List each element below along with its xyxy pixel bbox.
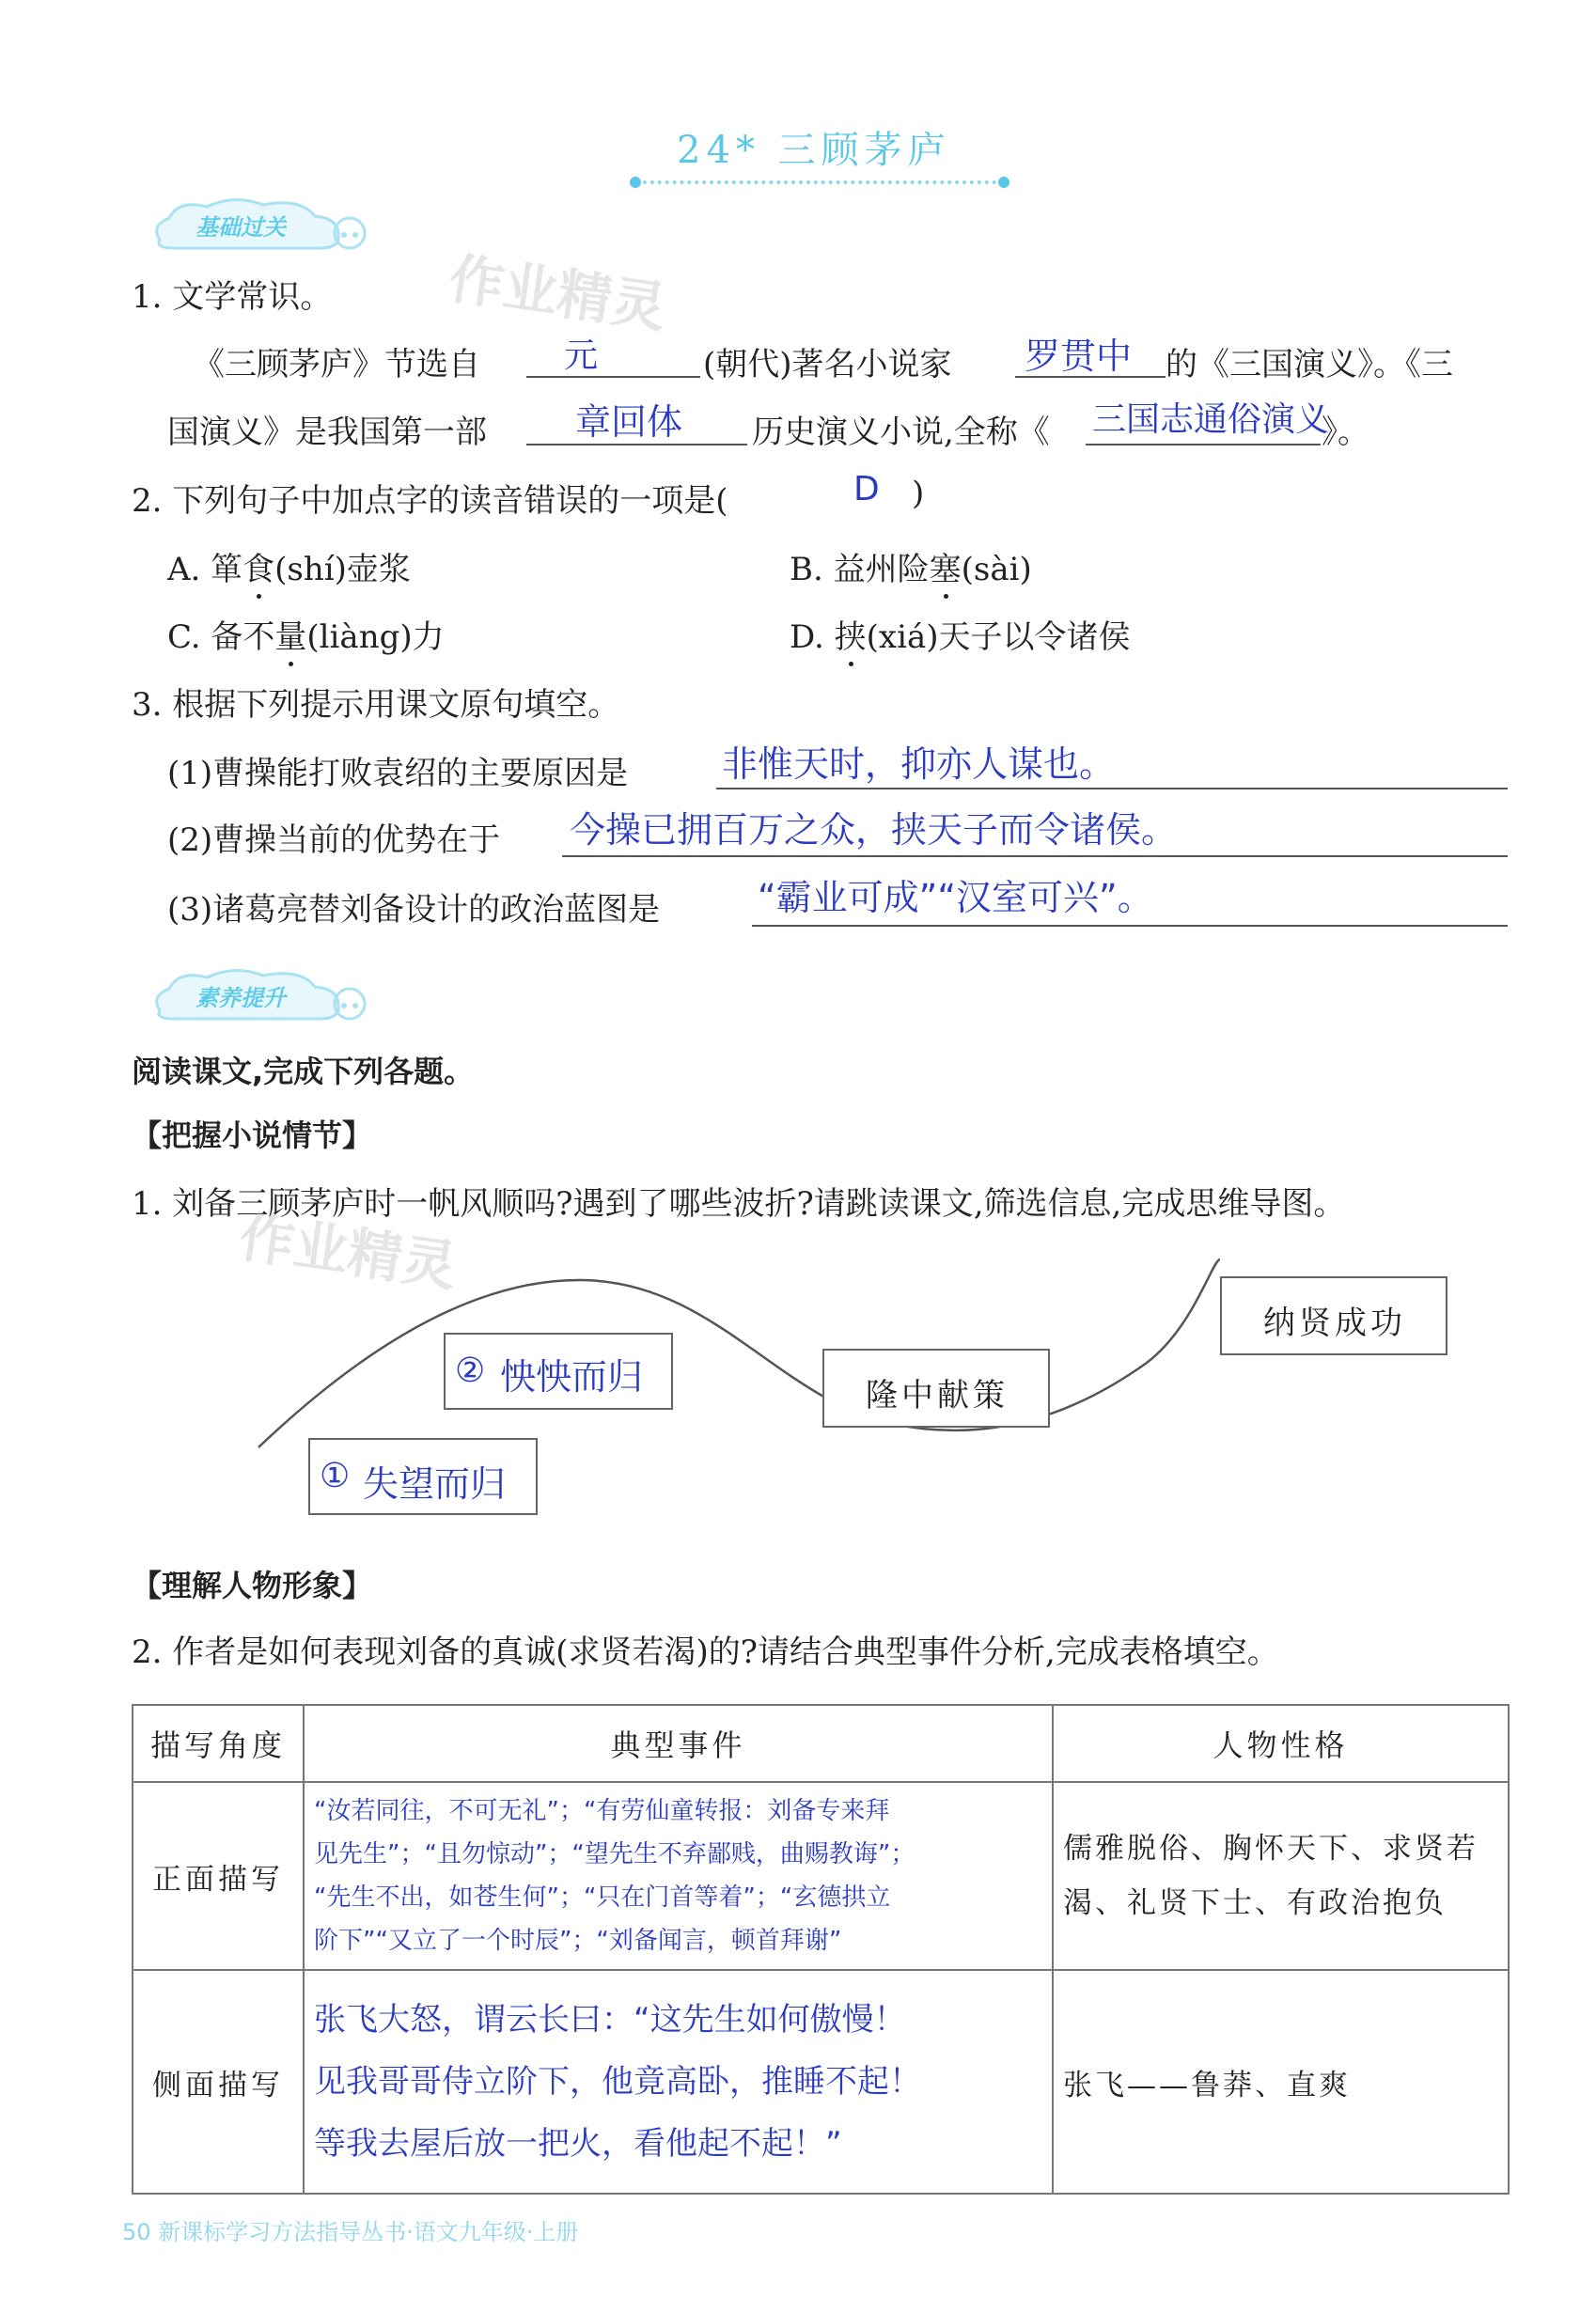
row2-event-line: 张飞大怒，谓云长曰：“这先生如何傲慢！: [314, 2001, 906, 2039]
option-d-prefix: D.: [790, 618, 835, 656]
mindmap-box-1-num: ①: [320, 1457, 351, 1495]
mindmap-box-1-text: 失望而归: [363, 1463, 507, 1505]
mindmap-box-4: [1220, 1276, 1447, 1355]
row1-event-line: 见先生”；“且勿惊动”；“望先生不弃鄙贱，曲赐教诲”；: [314, 1840, 915, 1868]
q3-heading: 3. 根据下列提示用课文原句填空。: [132, 686, 620, 724]
row1-traits: [1053, 1782, 1509, 1970]
option-b-suffix: (sài): [961, 551, 1032, 588]
option-c-dotted-char: 量: [274, 611, 306, 657]
row1-events: [304, 1782, 1053, 1970]
mindmap-box-2-num: ②: [455, 1352, 486, 1390]
page-footer: 50 新课标学习方法指导丛书·语文九年级·上册: [122, 2219, 579, 2245]
character-question: 2. 作者是如何表现刘备的真诚(求贤若渴)的?请结合典型事件分析,完成表格填空。: [132, 1633, 1279, 1671]
header-angle: 描写角度: [133, 1705, 304, 1782]
table-row: [133, 1970, 1509, 2194]
row2-events: [304, 1970, 1053, 2194]
row1-trait-line: 儒雅脱俗、胸怀天下、求贤若: [1063, 1832, 1479, 1866]
q1-line2-text-c: 》。: [1322, 414, 1369, 451]
option-a-dotted-char: 食: [243, 543, 274, 589]
row2-event-line: 见我哥哥侍立阶下，他竟高卧，推睡不起！: [314, 2063, 921, 2101]
page-title: 24* 三顾茅庐: [677, 129, 951, 172]
option-d-dotted-char: 挟: [835, 611, 867, 657]
section-plot-heading: 【把握小说情节】: [132, 1117, 373, 1153]
q2-close-paren: ): [912, 475, 925, 512]
mindmap-box-2: [444, 1333, 673, 1410]
table-row: [133, 1782, 1509, 1970]
row2-trait-line: 张飞——鲁莽、直爽: [1063, 2068, 1351, 2102]
q3-item1-prompt: (1)曹操能打败袁绍的主要原因是: [167, 755, 629, 792]
table-header-row: [133, 1705, 1509, 1782]
q2-answer: D: [853, 470, 880, 508]
q1-heading: 1. 文学常识。: [132, 278, 333, 316]
section-character-heading: 【理解人物形象】: [132, 1568, 373, 1603]
row2-angle: 侧面描写: [133, 1970, 304, 2194]
q1-line1-text-a: 《三顾茅庐》节选自: [193, 346, 480, 383]
analysis-table: [132, 1704, 1510, 2195]
mindmap-box-4-text: 纳贤成功: [1263, 1305, 1406, 1342]
q1-line1-text-b: (朝代)著名小说家: [703, 346, 952, 383]
row1-angle: 正面描写: [133, 1782, 304, 1970]
row2-event-line: 等我去屋后放一把火，看他起不起！”: [314, 2125, 842, 2163]
q3-item2-answer: 今操已拥百万之众，挟天子而令诸侯。: [570, 809, 1178, 851]
mindmap-box-1: [308, 1438, 538, 1515]
q3-item1-answer: 非惟天时，抑亦人谋也。: [722, 743, 1116, 785]
row1-trait-line: 渴、礼贤下士、有政治抱负: [1063, 1886, 1447, 1920]
basic-badge-label: 基础过关: [196, 214, 286, 241]
improve-badge-label: 素养提升: [196, 985, 286, 1011]
q3-item3-prompt: (3)诸葛亮替刘备设计的政治蓝图是: [167, 891, 661, 929]
mindmap-box-3: [822, 1349, 1050, 1428]
plot-question: 1. 刘备三顾茅庐时一帆风顺吗?遇到了哪些波折?请跳读课文,筛选信息,完成思维导图。: [132, 1185, 1346, 1223]
mindmap-box-2-text: 怏怏而归: [500, 1356, 644, 1398]
q1-line2-text-b: 历史演义小说,全称《: [752, 414, 1050, 451]
q2-heading: 2. 下列句子中加点字的读音错误的一项是(: [132, 482, 728, 520]
row1-event-line: “汝若同往，不可无礼”；“有劳仙童转报：刘备专来拜: [314, 1797, 890, 1825]
header-traits: 人物性格: [1053, 1705, 1509, 1782]
q3-item2-prompt: (2)曹操当前的优势在于: [167, 821, 501, 859]
option-c-prefix: C. 备不: [167, 618, 275, 656]
row2-traits: [1053, 1970, 1509, 2194]
reading-intro: 阅读课文,完成下列各题。: [132, 1054, 475, 1089]
answer-genre: 章回体: [575, 401, 683, 443]
answer-fullname: 三国志通俗演义: [1092, 400, 1330, 439]
answer-author: 罗贯中: [1025, 336, 1133, 377]
mindmap-box-3-text: 隆中献策: [866, 1377, 1009, 1414]
row1-event-line: 阶下”“又立了一个时辰”；“刘备闻言，顿首拜谢”: [314, 1927, 842, 1955]
option-b-prefix: B. 益州险: [790, 551, 930, 588]
option-a-prefix: A. 箪: [167, 551, 243, 588]
q3-item3-answer: “霸业可成”“汉室可兴”。: [758, 877, 1153, 918]
watermark: 作业精灵: [445, 246, 670, 340]
watermark: 作业精灵: [235, 1205, 461, 1299]
header-events: 典型事件: [304, 1705, 1053, 1782]
option-d-suffix: (xiá)天子以令诸侯: [866, 618, 1131, 656]
option-c-suffix: (liàng)力: [306, 618, 445, 656]
answer-dynasty: 元: [564, 336, 599, 375]
q1-line1-text-c: 的《三国演义》。《三: [1166, 346, 1453, 383]
row1-event-line: “先生不出，如苍生何”；“只在门首等着”；“玄德拱立: [314, 1883, 891, 1912]
option-a-suffix: (shí)壶浆: [274, 551, 411, 588]
option-b-dotted-char: 塞: [930, 543, 962, 589]
q1-line2-text-a: 国演义》是我国第一部: [167, 414, 487, 451]
